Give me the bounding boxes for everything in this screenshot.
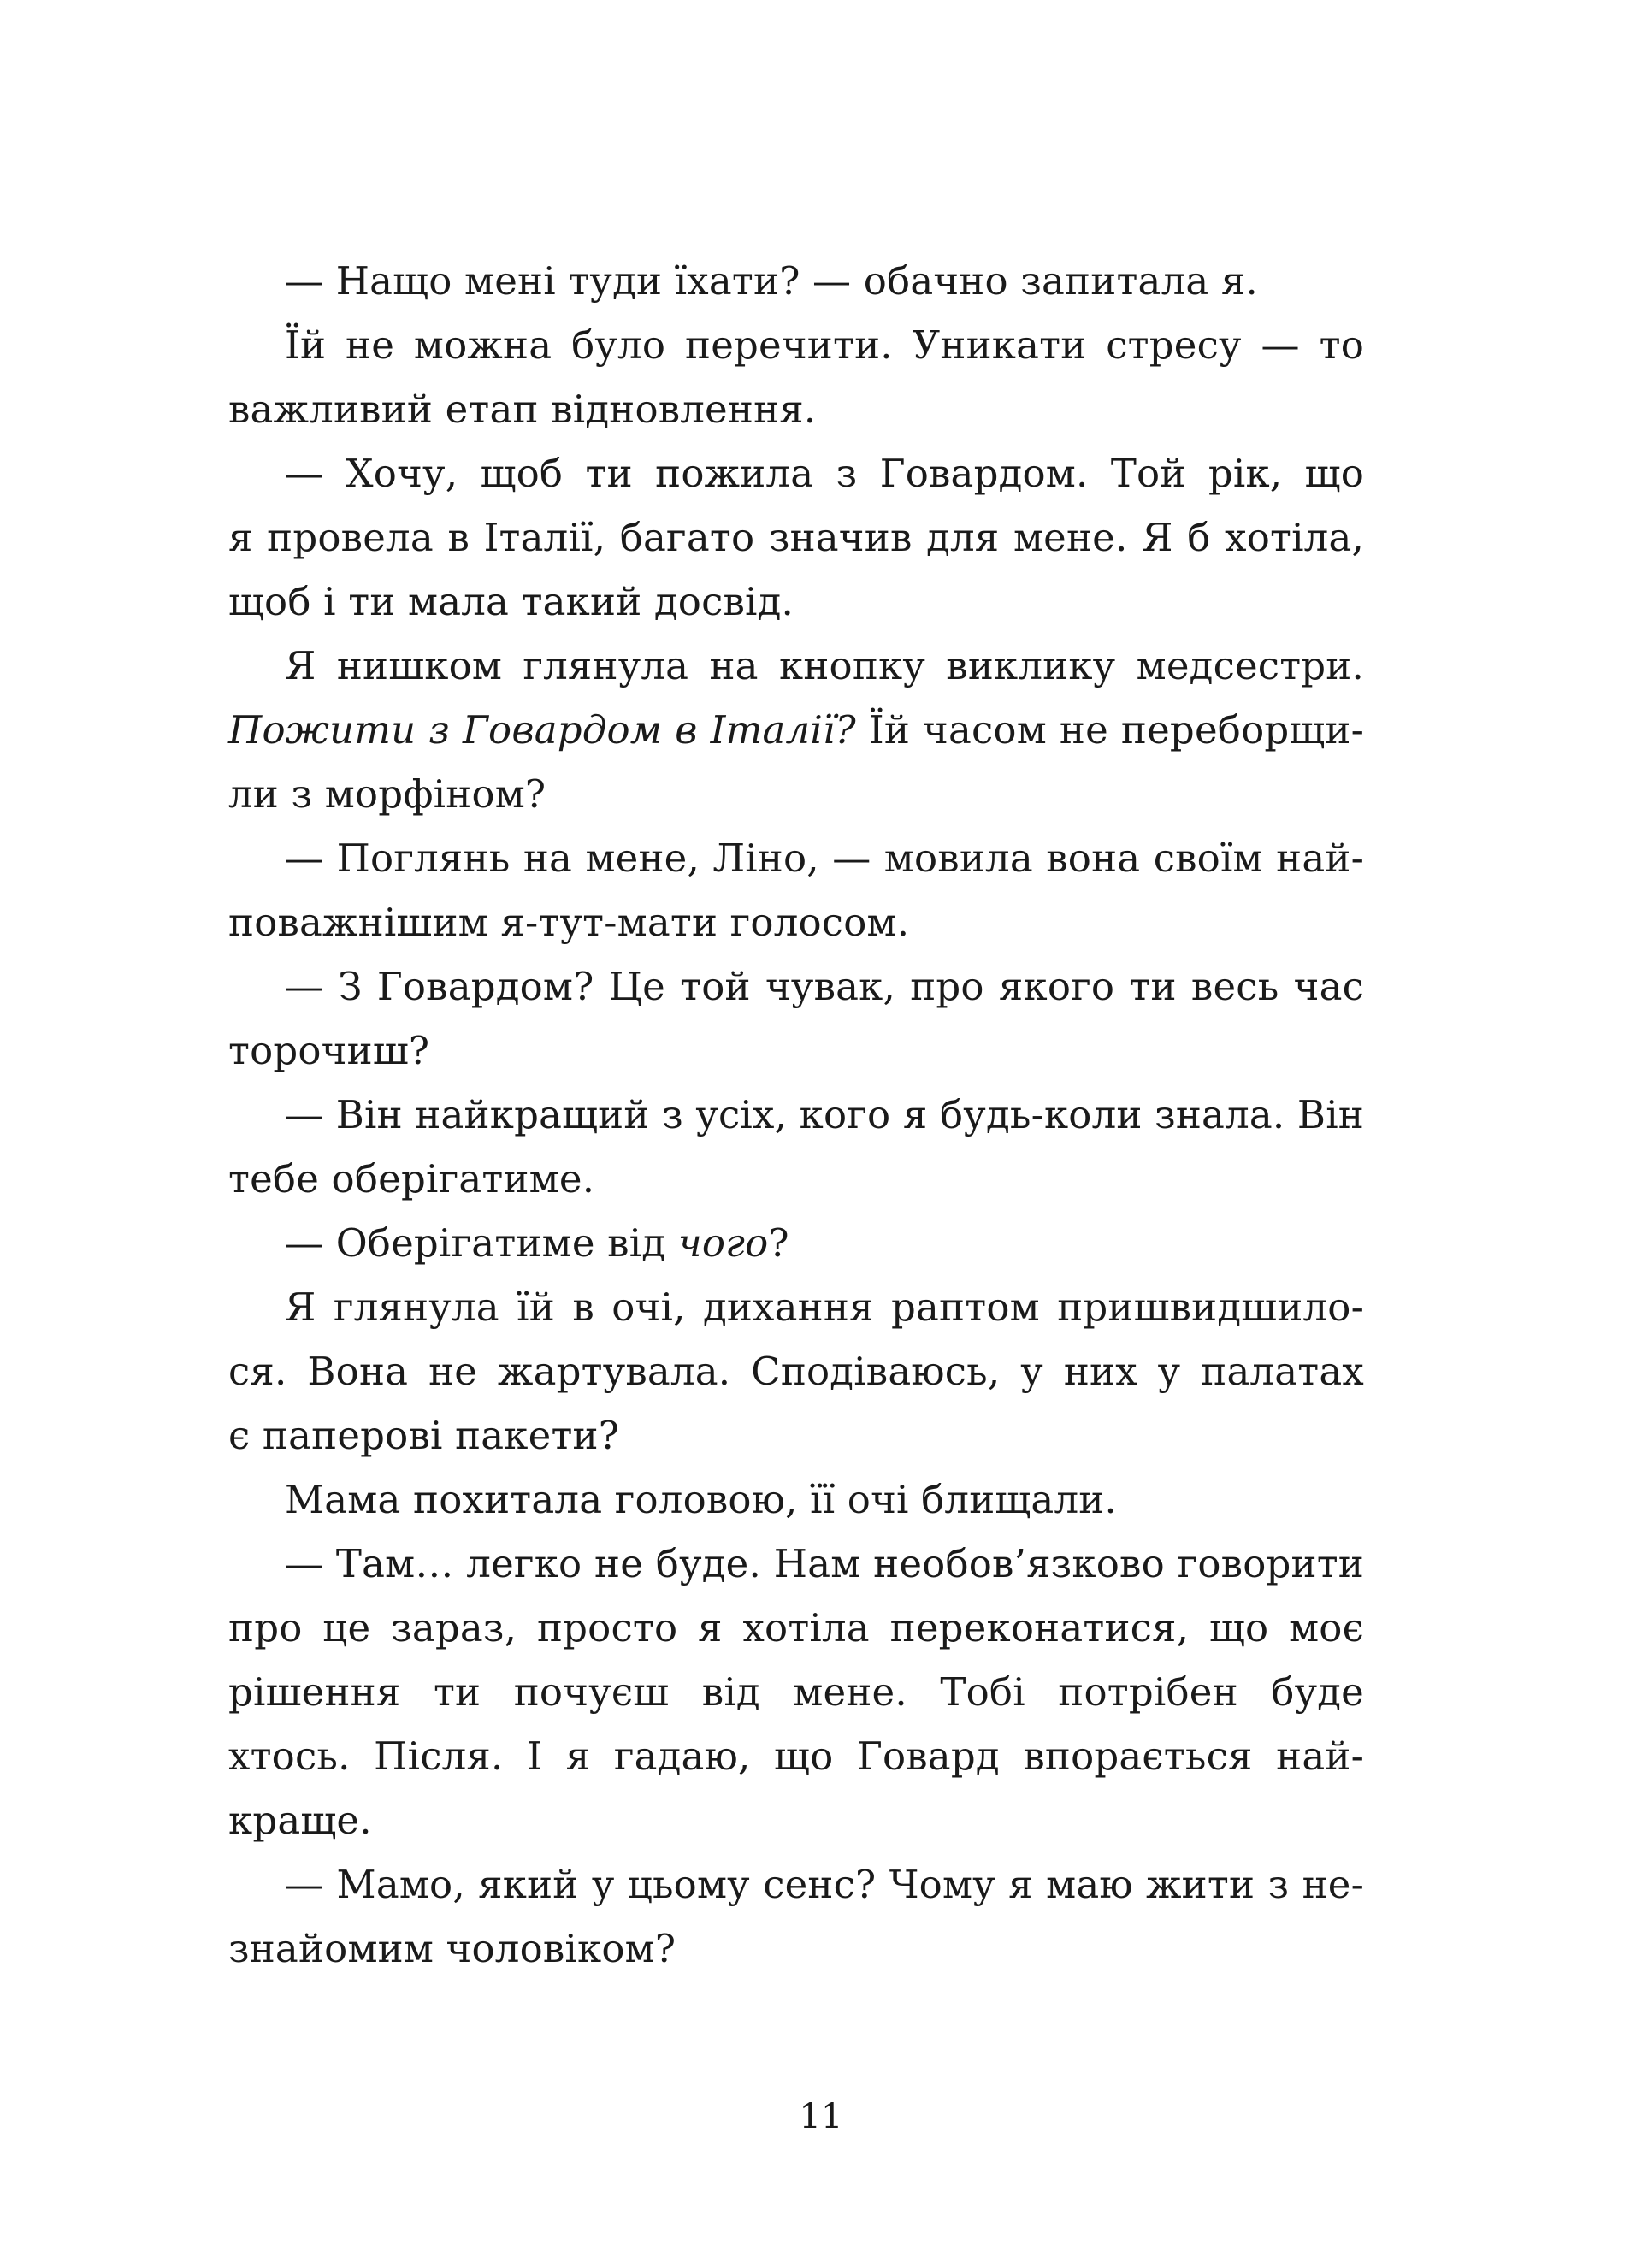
text-segment: поважнішим я-тут-мати голосом. xyxy=(228,900,910,945)
text-segment: знайомим чоловіком? xyxy=(228,1926,676,1971)
text-segment: — Поглянь на мене, Ліно, — мовила вона своїм най- xyxy=(285,836,1364,881)
text-line xyxy=(228,1019,1364,1083)
text-segment: Мама похитала головою, її очі блищали. xyxy=(285,1477,1117,1522)
text-segment: ? xyxy=(768,1220,789,1266)
text-segment: я провела в Італії, багато значив для мене. Я б хотіла, xyxy=(228,515,1364,560)
text-line xyxy=(228,1403,1364,1468)
body-text xyxy=(228,249,1364,1981)
text-line xyxy=(228,1147,1364,1211)
text-segment: ся. Вона не жартувала. Сподіваюсь, у них у палатах xyxy=(228,1349,1364,1394)
text-segment: Я нишком глянула на кнопку виклику медсестри. xyxy=(285,643,1364,688)
text-segment: — Мамо, який у цьому сенс? Чому я маю жити з не- xyxy=(285,1862,1364,1907)
text-segment: рішення ти почуєш від мене. Тобі потрібен буде xyxy=(228,1669,1364,1715)
text-segment: — Хочу, щоб ти пожила з Говардом. Той рік, що xyxy=(285,451,1364,496)
text-line xyxy=(228,377,1364,441)
text-segment: є паперові пакети? xyxy=(228,1413,620,1458)
text-line xyxy=(228,1211,1364,1275)
text-line xyxy=(228,1724,1364,1788)
text-line xyxy=(228,762,1364,826)
text-line xyxy=(228,1596,1364,1660)
text-segment: — Там… легко не буде. Нам необов’язково говорити xyxy=(285,1541,1364,1586)
text-line xyxy=(228,1917,1364,1981)
text-segment: — Оберігатиме від xyxy=(285,1220,678,1266)
text-line xyxy=(228,570,1364,634)
page-number: 11 xyxy=(799,2097,843,2136)
text-line xyxy=(228,954,1364,1019)
text-segment: Їй часом не переборщи- xyxy=(855,707,1364,753)
text-line xyxy=(228,1788,1364,1852)
text-segment: тебе оберігатиме. xyxy=(228,1156,595,1202)
text-line xyxy=(228,313,1364,377)
text-segment: ли з морфіном? xyxy=(228,771,546,817)
text-segment: — З Говардом? Це той чувак, про якого ти весь час xyxy=(285,964,1364,1009)
text-line xyxy=(228,1339,1364,1403)
text-line xyxy=(228,1083,1364,1147)
text-segment: про це зараз, просто я хотіла переконатися, що моє xyxy=(228,1605,1364,1651)
text-segment: торочиш? xyxy=(228,1028,430,1073)
text-segment: — Він найкращий з усіх, кого я будь-коли знала. Він xyxy=(285,1092,1364,1137)
text-segment: — Нащо мені туди їхати? — обачно запитала я. xyxy=(285,258,1258,304)
text-line xyxy=(228,505,1364,570)
text-line xyxy=(228,890,1364,954)
text-segment: Їй не можна було перечити. Уникати стресу — то xyxy=(285,322,1364,368)
text-line xyxy=(228,1532,1364,1596)
text-line xyxy=(228,1660,1364,1724)
text-line xyxy=(228,1275,1364,1339)
text-segment: Я глянула їй в очі, дихання раптом пришвидшило- xyxy=(285,1285,1364,1330)
text-line xyxy=(228,1852,1364,1917)
text-line xyxy=(228,826,1364,890)
text-line xyxy=(228,698,1364,762)
text-line xyxy=(228,441,1364,505)
text-segment: краще. xyxy=(228,1798,372,1843)
italic-text: чого xyxy=(677,1220,769,1266)
text-line xyxy=(228,1468,1364,1532)
text-line xyxy=(228,249,1364,313)
text-line xyxy=(228,634,1364,698)
text-segment: важливий етап відновлення. xyxy=(228,387,817,432)
text-segment: хтось. Після. І я гадаю, що Говард впорається най- xyxy=(228,1733,1364,1779)
text-segment: щоб і ти мала такий досвід. xyxy=(228,579,794,624)
italic-text: Пожити з Говардом в Італії? xyxy=(228,707,856,753)
